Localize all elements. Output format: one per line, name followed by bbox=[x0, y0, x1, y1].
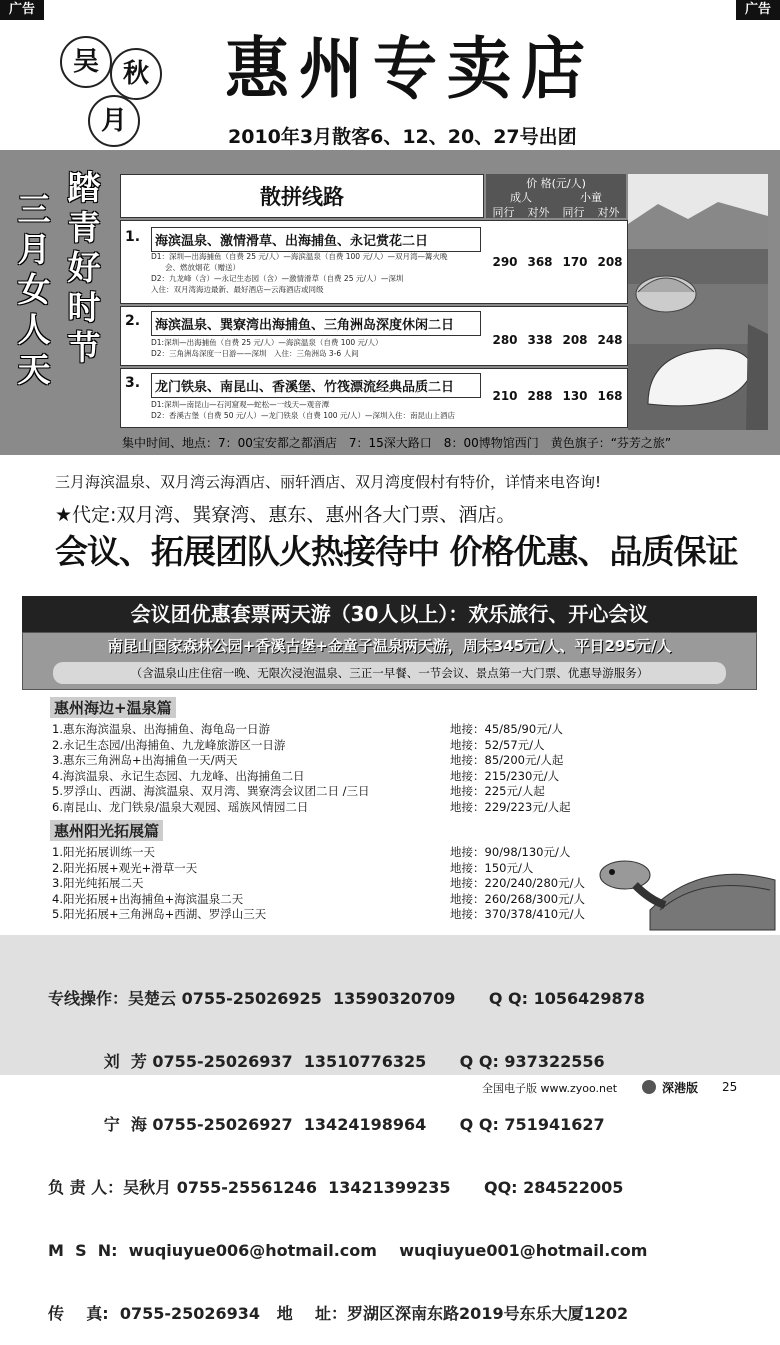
sun-title: 惠州阳光拓展篇 bbox=[50, 820, 163, 841]
peer-header: 同行 bbox=[492, 206, 515, 219]
meeting-bar: 会议团优惠套票两天游（30人以上）：欢乐旅行、开心会议 bbox=[22, 596, 757, 632]
sea-prices bbox=[450, 722, 571, 815]
gather-info: 集中时间、地点：7：00宝安都之都酒店 7：15深大路口 8：00博物馆西门 黄色旗子：“芬芳之旅” bbox=[122, 436, 672, 450]
contact-line: 负 责 人：吴秋月 0755-25561246 13421399235 QQ: 284522005 bbox=[48, 1178, 624, 1197]
page-number: 25 bbox=[722, 1080, 738, 1094]
price-item: 地接：52/57元/人 bbox=[450, 737, 545, 752]
slogan-char: 青 bbox=[67, 208, 101, 247]
detail-line: D2：九龙峰（含）—永记生态园（含）—激情滑草（自费 25 元/人）—深圳 bbox=[151, 274, 404, 283]
route-number: 1. bbox=[125, 229, 141, 245]
price-cell: 170 bbox=[562, 255, 588, 269]
ad-tag-right: 广告 bbox=[736, 0, 780, 20]
route-name: 龙门铁泉、南昆山、香溪堡、竹筏漂流经典品质二日 bbox=[151, 373, 481, 398]
price-item: 地接：90/98/130元/人 bbox=[450, 845, 571, 859]
sea-list bbox=[52, 722, 370, 815]
slogan-char: 时 bbox=[67, 288, 101, 327]
departure-dates: 2010年3月散客6、12、20、27号出团 bbox=[228, 126, 577, 148]
promo-hotels: 三月海滨温泉、双月湾云海酒店、丽轩酒店、双月湾度假村有特价，详情来电咨询! bbox=[55, 473, 602, 491]
price-item: 地接：45/85/90元/人 bbox=[450, 722, 564, 736]
route-name: 海滨温泉、激情滑草、出海捕鱼、永记赏花二日 bbox=[151, 227, 481, 252]
price-item: 地接：260/268/300元/人 bbox=[450, 891, 585, 906]
price-cell: 208 bbox=[562, 333, 588, 347]
price-cell: 280 bbox=[492, 333, 518, 347]
route-details bbox=[151, 251, 448, 295]
sun-prices bbox=[450, 845, 585, 923]
price-cell: 290 bbox=[492, 255, 518, 269]
price-item: 地接：85/200元/人起 bbox=[450, 753, 564, 767]
ad-tag-left: 广告 bbox=[0, 0, 44, 20]
slogan-char: 踏 bbox=[67, 168, 101, 207]
list-item: 2.永记生态园/出海捕鱼、九龙峰旅游区一日游 bbox=[52, 737, 286, 752]
slogan-char: 好 bbox=[67, 248, 101, 287]
resort-photo bbox=[628, 174, 768, 430]
sea-section bbox=[40, 697, 765, 815]
contact-line: 宁 海 0755-25026927 13424198964 Q Q: 751941627 bbox=[48, 1115, 605, 1134]
detail-line: 入住：双月湾海边最新、最好酒店—云海酒店或同级 bbox=[151, 285, 324, 294]
contact-list bbox=[48, 946, 647, 1345]
list-item: 5.罗浮山、西湖、海滨温泉、双月湾、巽寮湾会议团二日 /三日 bbox=[52, 784, 370, 798]
price-item: 地接：229/223元/人起 bbox=[450, 799, 571, 814]
routes-title-cell bbox=[120, 174, 484, 218]
route-details bbox=[151, 399, 455, 421]
list-item: 4.海滨温泉、永记生态园、九龙峰、出海捕鱼二日 bbox=[52, 768, 305, 783]
slogan-char: 节 bbox=[67, 328, 101, 367]
price-item: 地接：220/240/280元/人 bbox=[450, 876, 585, 890]
price-cell: 130 bbox=[562, 389, 588, 403]
meeting-box bbox=[22, 632, 757, 690]
price-item: 地接：150元/人 bbox=[450, 860, 534, 875]
route-name: 海滨温泉、巽寮湾出海捕鱼、三角洲岛深度休闲二日 bbox=[151, 311, 481, 336]
slogan-char: 女 bbox=[17, 270, 51, 309]
child-header: 小童 bbox=[580, 191, 602, 204]
price-item: 地接：215/230元/人 bbox=[450, 768, 560, 783]
name-circle-2: 秋 bbox=[110, 48, 162, 100]
detail-line: 会、燃放烟花（赠送） bbox=[165, 263, 240, 272]
promo-tickets: ★代定:双月湾、巽寮湾、惠东、惠州各大门票、酒店。 bbox=[55, 504, 516, 526]
list-item: 4.阳光拓展+出海捕鱼+海滨温泉二天 bbox=[52, 891, 244, 906]
peer-header: 同行 bbox=[562, 206, 585, 219]
vertical-slogan-2 bbox=[64, 168, 104, 368]
detail-line: D2：香溪古堡（自费 50 元/人）—龙门铁泉（自费 100 元/人）—深圳入住：南昆山上酒店 bbox=[151, 411, 455, 420]
sun-list bbox=[52, 845, 266, 923]
slogan-char: 人 bbox=[17, 310, 51, 349]
route-row-2 bbox=[120, 306, 628, 366]
slogan-char: 月 bbox=[17, 230, 51, 269]
price-cell: 288 bbox=[527, 389, 553, 403]
route-number: 2. bbox=[125, 313, 141, 329]
price-item: 地接：370/378/410元/人 bbox=[450, 907, 585, 921]
detail-line: D1:深圳—南昆山—石河窟观—蛇松—一线天—观音潭 bbox=[151, 400, 330, 409]
price-item: 地接：225元/人起 bbox=[450, 784, 545, 798]
slogan-char: 天 bbox=[17, 350, 51, 389]
promo-conference: 会议、拓展团队火热接待中 价格优惠、品质保证 bbox=[55, 532, 738, 571]
resort-image bbox=[628, 174, 768, 430]
logo-icon bbox=[642, 1080, 656, 1094]
footer-site: 全国电子版 www.zyoo.net bbox=[482, 1082, 618, 1095]
meeting-line2: （含温泉山庄住宿一晚、无限次浸泡温泉、三正一早餐、一节会议、景点第一大门票、优惠导游服务） bbox=[53, 662, 726, 684]
adult-header: 成人 bbox=[510, 191, 532, 204]
routes-title: 散拼线路 bbox=[260, 185, 344, 209]
meeting-line1: 南昆山国家森林公园+香溪古堡+金童子温泉两天游，周末345元/人、平日295元/人 bbox=[107, 637, 672, 655]
list-item: 3.阳光纯拓展二天 bbox=[52, 876, 144, 890]
route-row-3 bbox=[120, 368, 628, 428]
price-cell: 208 bbox=[597, 255, 623, 269]
list-item: 6.南昆山、龙门铁泉/温泉大观园、瑶族风情园二日 bbox=[52, 799, 309, 814]
ext-header: 对外 bbox=[527, 206, 550, 219]
contact-line: M S N: wuqiuyue006@hotmail.com wuqiuyue001@hotmail.com bbox=[48, 1241, 648, 1260]
price-cell: 338 bbox=[527, 333, 553, 347]
price-header bbox=[486, 174, 626, 218]
detail-line: D1:深圳—出海捕鱼（自费 25 元/人）—海滨温泉（自费 100 元/人） bbox=[151, 338, 383, 347]
detail-line: D2：三角洲岛深度一日游——深圳 入住：三角洲岛 3-6 人间 bbox=[151, 349, 359, 358]
price-cell: 210 bbox=[492, 389, 518, 403]
route-number: 3. bbox=[125, 375, 141, 391]
route-row-1 bbox=[120, 220, 628, 304]
price-cell: 168 bbox=[597, 389, 623, 403]
list-item: 3.惠东三角洲岛+出海捕鱼一天/两天 bbox=[52, 753, 238, 767]
list-item: 2.阳光拓展+观光+滑草一天 bbox=[52, 860, 198, 875]
list-item: 1.阳光拓展训练一天 bbox=[52, 845, 155, 859]
price-header-label: 价 格(元/人) bbox=[526, 177, 586, 190]
ext-header: 对外 bbox=[597, 206, 620, 219]
contact-line: 传 真: 0755-25026934 地 址：罗湖区深南东路2019号东乐大厦1202 bbox=[48, 1304, 629, 1323]
vertical-slogan-1 bbox=[14, 190, 54, 390]
price-cell: 248 bbox=[597, 333, 623, 347]
price-cell: 368 bbox=[527, 255, 553, 269]
list-item: 5.阳光拓展+三角洲岛+西湖、罗浮山三天 bbox=[52, 907, 267, 921]
page-title: 惠州专卖店 bbox=[225, 31, 595, 109]
sea-title: 惠州海边+温泉篇 bbox=[50, 697, 176, 718]
contact-line: 专线操作：吴楚云 0755-25026925 13590320709 Q Q: 1056429878 bbox=[48, 989, 645, 1008]
list-item: 1.惠东海滨温泉、出海捕鱼、海龟岛一日游 bbox=[52, 722, 270, 736]
detail-line: D1：深圳—出海捕鱼（自费 25 元/人）—海滨温泉（自费 100 元/人）—双月湾—篝火晚 bbox=[151, 252, 448, 261]
contact-line: 刘 芳 0755-25026937 13510776325 Q Q: 937322556 bbox=[48, 1052, 605, 1071]
sea-turtle-illustration bbox=[590, 850, 780, 935]
route-details bbox=[151, 337, 383, 359]
name-circle-3: 月 bbox=[88, 95, 140, 147]
footer-edition: 深港版 bbox=[662, 1081, 699, 1095]
slogan-char: 三 bbox=[17, 190, 51, 229]
name-circle-1: 吴 bbox=[60, 36, 112, 88]
